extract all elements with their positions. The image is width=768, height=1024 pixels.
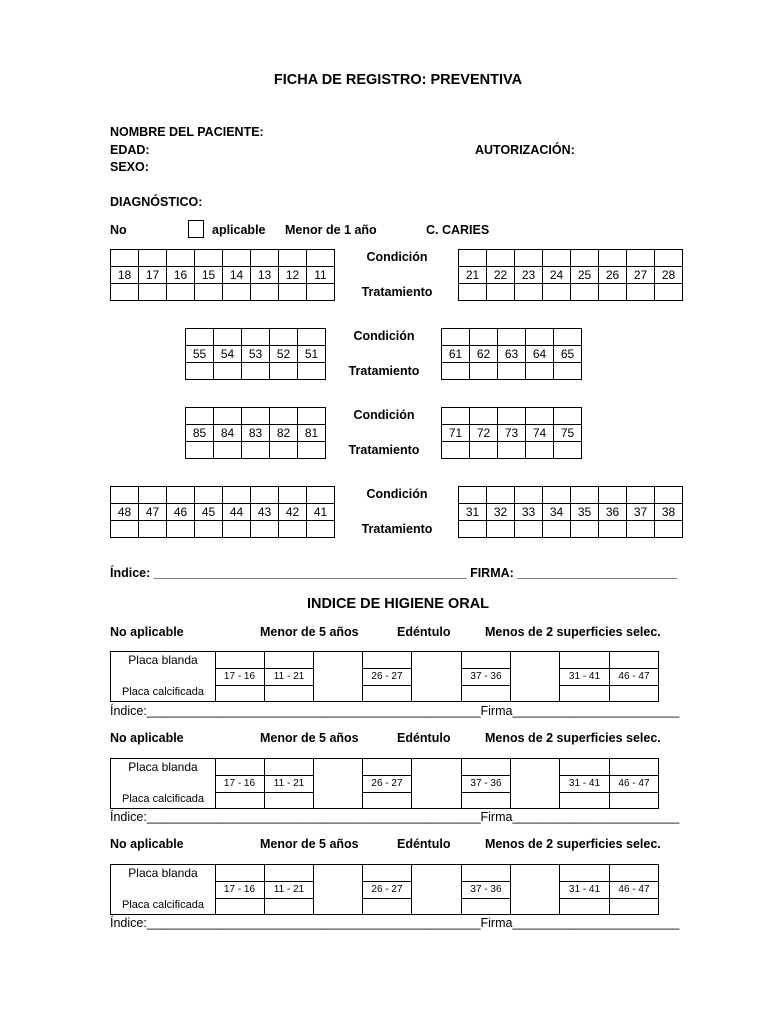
treatment-cell[interactable] bbox=[251, 521, 279, 538]
soft-plaque-cell[interactable] bbox=[362, 652, 412, 669]
condition-cell[interactable] bbox=[543, 250, 571, 267]
tooth-group-label: 31 - 41 bbox=[559, 668, 610, 686]
calcified-plaque-label: Placa calcificada bbox=[122, 793, 204, 805]
condition-cell[interactable] bbox=[111, 250, 139, 267]
condition-cell[interactable] bbox=[214, 408, 242, 425]
less-than-2-surfaces-label: Menos de 2 superficies selec. bbox=[485, 625, 661, 639]
condition-cell[interactable] bbox=[111, 487, 139, 504]
hygiene-index-signature[interactable]: Índice:________________________________________________Firma________________________ bbox=[110, 704, 680, 718]
treatment-cell[interactable] bbox=[498, 442, 526, 459]
condition-cell[interactable] bbox=[599, 250, 627, 267]
soft-plaque-cell[interactable] bbox=[559, 759, 610, 776]
tooth-number: 28 bbox=[655, 267, 683, 284]
calcified-plaque-cell[interactable] bbox=[362, 898, 412, 914]
not-applicable-label: No aplicable bbox=[110, 625, 184, 639]
tooth-group-label: 37 - 36 bbox=[461, 881, 511, 899]
condition-cell[interactable] bbox=[242, 408, 270, 425]
condition-cell[interactable] bbox=[242, 329, 270, 346]
condition-cell[interactable] bbox=[223, 487, 251, 504]
calcified-plaque-cell[interactable] bbox=[461, 792, 511, 808]
treatment-cell[interactable] bbox=[515, 521, 543, 538]
treatment-cell[interactable] bbox=[470, 363, 498, 380]
treatment-cell[interactable] bbox=[599, 284, 627, 301]
condition-cell[interactable] bbox=[279, 250, 307, 267]
hygiene-section-title: INDICE DE HIGIENE ORAL bbox=[306, 596, 490, 612]
treatment-cell[interactable] bbox=[223, 284, 251, 301]
calcified-plaque-cell[interactable] bbox=[461, 685, 511, 701]
treatment-cell[interactable] bbox=[515, 284, 543, 301]
tooth-number: 55 bbox=[186, 346, 214, 363]
tooth-number: 64 bbox=[526, 346, 554, 363]
tooth-group-label: 11 - 21 bbox=[264, 775, 314, 793]
age-label: EDAD: bbox=[110, 143, 150, 157]
treatment-cell[interactable] bbox=[526, 363, 554, 380]
calcified-plaque-cell[interactable] bbox=[215, 792, 265, 808]
calcified-plaque-cell[interactable] bbox=[609, 898, 658, 914]
tooth-number: 38 bbox=[655, 504, 683, 521]
primary-upper-right-table bbox=[185, 328, 326, 380]
tooth-number: 24 bbox=[543, 267, 571, 284]
tooth-number: 35 bbox=[571, 504, 599, 521]
tooth-group-label: 17 - 16 bbox=[215, 775, 265, 793]
hygiene-grid bbox=[110, 758, 659, 809]
condition-cell[interactable] bbox=[139, 487, 167, 504]
tooth-number: 82 bbox=[270, 425, 298, 442]
treatment-cell[interactable] bbox=[442, 442, 470, 459]
edentulous-label: Edéntulo bbox=[397, 625, 451, 639]
calcified-plaque-cell[interactable] bbox=[215, 898, 265, 914]
treatment-cell[interactable] bbox=[270, 442, 298, 459]
condition-cell[interactable] bbox=[599, 487, 627, 504]
calcified-plaque-cell[interactable] bbox=[559, 685, 610, 701]
tooth-number: 42 bbox=[279, 504, 307, 521]
tooth-number: 18 bbox=[111, 267, 139, 284]
condition-cell[interactable] bbox=[298, 408, 326, 425]
soft-plaque-cell[interactable] bbox=[609, 652, 658, 669]
soft-plaque-cell[interactable] bbox=[461, 865, 511, 882]
calcified-plaque-cell[interactable] bbox=[609, 685, 658, 701]
tooth-number: 44 bbox=[223, 504, 251, 521]
condition-cell[interactable] bbox=[186, 408, 214, 425]
treatment-cell[interactable] bbox=[195, 521, 223, 538]
treatment-cell[interactable] bbox=[279, 284, 307, 301]
tooth-number: 22 bbox=[487, 267, 515, 284]
condition-cell[interactable] bbox=[195, 487, 223, 504]
calcified-plaque-cell[interactable] bbox=[559, 898, 610, 914]
condition-cell[interactable] bbox=[655, 487, 683, 504]
tooth-number: 52 bbox=[270, 346, 298, 363]
condition-label: Condición bbox=[353, 329, 415, 343]
treatment-cell[interactable] bbox=[270, 363, 298, 380]
treatment-cell[interactable] bbox=[139, 284, 167, 301]
condition-cell[interactable] bbox=[655, 250, 683, 267]
condition-label: Condición bbox=[366, 487, 428, 501]
treatment-cell[interactable] bbox=[195, 284, 223, 301]
condition-cell[interactable] bbox=[167, 487, 195, 504]
treatment-cell[interactable] bbox=[111, 284, 139, 301]
calcified-plaque-cell[interactable] bbox=[461, 898, 511, 914]
hygiene-index-signature[interactable]: Índice:________________________________________________Firma________________________ bbox=[110, 810, 680, 824]
treatment-cell[interactable] bbox=[298, 363, 326, 380]
treatment-cell[interactable] bbox=[139, 521, 167, 538]
not-applicable-checkbox[interactable] bbox=[188, 220, 204, 238]
condition-cell[interactable] bbox=[487, 487, 515, 504]
tooth-group-label: 46 - 47 bbox=[609, 881, 658, 899]
condition-cell[interactable] bbox=[298, 329, 326, 346]
treatment-cell[interactable] bbox=[251, 284, 279, 301]
calcified-plaque-cell[interactable] bbox=[264, 898, 314, 914]
treatment-cell[interactable] bbox=[487, 284, 515, 301]
treatment-cell[interactable] bbox=[655, 284, 683, 301]
less-than-2-surfaces-label: Menos de 2 superficies selec. bbox=[485, 837, 661, 851]
calcified-plaque-cell[interactable] bbox=[609, 792, 658, 808]
condition-cell[interactable] bbox=[442, 408, 470, 425]
tooth-group-label: 11 - 21 bbox=[264, 881, 314, 899]
tooth-number: 43 bbox=[251, 504, 279, 521]
treatment-cell[interactable] bbox=[442, 363, 470, 380]
treatment-cell[interactable] bbox=[459, 521, 487, 538]
treatment-cell[interactable] bbox=[214, 363, 242, 380]
calcified-plaque-label: Placa calcificada bbox=[122, 899, 204, 911]
tooth-number: 85 bbox=[186, 425, 214, 442]
soft-plaque-cell[interactable] bbox=[215, 865, 265, 882]
tooth-number: 37 bbox=[627, 504, 655, 521]
treatment-cell[interactable] bbox=[498, 363, 526, 380]
treatment-cell[interactable] bbox=[543, 521, 571, 538]
tooth-number: 83 bbox=[242, 425, 270, 442]
caries-label: C. CARIES bbox=[426, 223, 490, 237]
under-1-year-label: Menor de 1 año bbox=[285, 223, 377, 237]
index-signature-line[interactable]: Índice: _____________________________________________ FIRMA: _______________________ bbox=[110, 566, 678, 580]
treatment-cell[interactable] bbox=[459, 284, 487, 301]
tooth-group-label: 46 - 47 bbox=[609, 668, 658, 686]
tooth-group-label: 17 - 16 bbox=[215, 881, 265, 899]
treatment-cell[interactable] bbox=[307, 284, 335, 301]
treatment-label: Tratamiento bbox=[348, 443, 420, 457]
condition-label: Condición bbox=[353, 408, 415, 422]
tooth-number: 27 bbox=[627, 267, 655, 284]
tooth-number: 31 bbox=[459, 504, 487, 521]
tooth-number: 33 bbox=[515, 504, 543, 521]
sex-label: SEXO: bbox=[110, 160, 149, 174]
condition-cell[interactable] bbox=[515, 487, 543, 504]
condition-cell[interactable] bbox=[459, 487, 487, 504]
tooth-number: 12 bbox=[279, 267, 307, 284]
tooth-group-label: 11 - 21 bbox=[264, 668, 314, 686]
tooth-number: 63 bbox=[498, 346, 526, 363]
primary-lower-right-table bbox=[185, 407, 326, 459]
treatment-cell[interactable] bbox=[571, 521, 599, 538]
soft-plaque-cell[interactable] bbox=[362, 865, 412, 882]
primary-lower-left-table bbox=[441, 407, 582, 459]
tooth-number: 23 bbox=[515, 267, 543, 284]
authorization-label: AUTORIZACIÓN: bbox=[475, 143, 575, 157]
tooth-number: 34 bbox=[543, 504, 571, 521]
diagnosis-label: DIAGNÓSTICO: bbox=[110, 195, 203, 209]
tooth-group-label: 26 - 27 bbox=[362, 775, 412, 793]
condition-cell[interactable] bbox=[279, 487, 307, 504]
condition-cell[interactable] bbox=[167, 250, 195, 267]
no-label: No bbox=[110, 223, 127, 237]
treatment-cell[interactable] bbox=[627, 284, 655, 301]
tooth-number: 16 bbox=[167, 267, 195, 284]
calcified-plaque-cell[interactable] bbox=[559, 792, 610, 808]
condition-cell[interactable] bbox=[459, 250, 487, 267]
lower-right-teeth-table bbox=[110, 486, 335, 538]
page-title: FICHA DE REGISTRO: PREVENTIVA bbox=[273, 72, 523, 88]
tooth-group-label: 37 - 36 bbox=[461, 775, 511, 793]
treatment-cell[interactable] bbox=[307, 521, 335, 538]
calcified-plaque-cell[interactable] bbox=[215, 685, 265, 701]
tooth-group-label: 46 - 47 bbox=[609, 775, 658, 793]
tooth-number: 21 bbox=[459, 267, 487, 284]
treatment-cell[interactable] bbox=[186, 363, 214, 380]
upper-right-teeth-table bbox=[110, 249, 335, 301]
tooth-number: 14 bbox=[223, 267, 251, 284]
condition-cell[interactable] bbox=[498, 408, 526, 425]
tooth-number: 32 bbox=[487, 504, 515, 521]
treatment-cell[interactable] bbox=[526, 442, 554, 459]
treatment-cell[interactable] bbox=[111, 521, 139, 538]
condition-cell[interactable] bbox=[223, 250, 251, 267]
treatment-cell[interactable] bbox=[186, 442, 214, 459]
calcified-plaque-cell[interactable] bbox=[362, 685, 412, 701]
condition-cell[interactable] bbox=[307, 487, 335, 504]
tooth-number: 17 bbox=[139, 267, 167, 284]
condition-cell[interactable] bbox=[571, 487, 599, 504]
tooth-group-label: 31 - 41 bbox=[559, 775, 610, 793]
condition-cell[interactable] bbox=[627, 250, 655, 267]
treatment-label: Tratamiento bbox=[361, 522, 433, 536]
soft-plaque-cell[interactable] bbox=[264, 865, 314, 882]
tooth-number: 11 bbox=[307, 267, 335, 284]
tooth-number: 62 bbox=[470, 346, 498, 363]
condition-cell[interactable] bbox=[487, 250, 515, 267]
condition-cell[interactable] bbox=[543, 487, 571, 504]
soft-plaque-label: Placa blanda bbox=[128, 866, 198, 880]
condition-cell[interactable] bbox=[470, 329, 498, 346]
tooth-number: 13 bbox=[251, 267, 279, 284]
tooth-number: 65 bbox=[554, 346, 582, 363]
treatment-cell[interactable] bbox=[655, 521, 683, 538]
treatment-cell[interactable] bbox=[214, 442, 242, 459]
primary-upper-left-table bbox=[441, 328, 582, 380]
calcified-plaque-cell[interactable] bbox=[264, 685, 314, 701]
tooth-number: 41 bbox=[307, 504, 335, 521]
soft-plaque-label: Placa blanda bbox=[128, 653, 198, 667]
tooth-number: 81 bbox=[298, 425, 326, 442]
condition-cell[interactable] bbox=[214, 329, 242, 346]
hygiene-grid bbox=[110, 864, 659, 915]
condition-cell[interactable] bbox=[270, 408, 298, 425]
tooth-number: 25 bbox=[571, 267, 599, 284]
tooth-number: 84 bbox=[214, 425, 242, 442]
tooth-number: 51 bbox=[298, 346, 326, 363]
not-applicable-label: No aplicable bbox=[110, 837, 184, 851]
condition-cell[interactable] bbox=[251, 250, 279, 267]
tooth-number: 53 bbox=[242, 346, 270, 363]
tooth-group-label: 17 - 16 bbox=[215, 668, 265, 686]
condition-cell[interactable] bbox=[554, 329, 582, 346]
hygiene-grid bbox=[110, 651, 659, 702]
condition-cell[interactable] bbox=[526, 408, 554, 425]
tooth-group-label: 37 - 36 bbox=[461, 668, 511, 686]
treatment-cell[interactable] bbox=[554, 442, 582, 459]
condition-cell[interactable] bbox=[270, 329, 298, 346]
treatment-cell[interactable] bbox=[470, 442, 498, 459]
tooth-number: 74 bbox=[526, 425, 554, 442]
condition-cell[interactable] bbox=[442, 329, 470, 346]
tooth-number: 47 bbox=[139, 504, 167, 521]
treatment-cell[interactable] bbox=[599, 521, 627, 538]
hygiene-index-signature[interactable]: Índice:________________________________________________Firma________________________ bbox=[110, 916, 680, 930]
calcified-plaque-cell[interactable] bbox=[362, 792, 412, 808]
condition-cell[interactable] bbox=[627, 487, 655, 504]
condition-cell[interactable] bbox=[526, 329, 554, 346]
treatment-cell[interactable] bbox=[223, 521, 251, 538]
upper-left-teeth-table bbox=[458, 249, 683, 301]
tooth-number: 71 bbox=[442, 425, 470, 442]
condition-cell[interactable] bbox=[307, 250, 335, 267]
patient-name-label: NOMBRE DEL PACIENTE: bbox=[110, 125, 264, 139]
treatment-cell[interactable] bbox=[242, 363, 270, 380]
treatment-cell[interactable] bbox=[543, 284, 571, 301]
tooth-number: 48 bbox=[111, 504, 139, 521]
treatment-cell[interactable] bbox=[487, 521, 515, 538]
condition-cell[interactable] bbox=[139, 250, 167, 267]
treatment-cell[interactable] bbox=[167, 284, 195, 301]
condition-cell[interactable] bbox=[554, 408, 582, 425]
condition-cell[interactable] bbox=[470, 408, 498, 425]
tooth-number: 54 bbox=[214, 346, 242, 363]
not-applicable-label: No aplicable bbox=[110, 731, 184, 745]
soft-plaque-cell[interactable] bbox=[362, 759, 412, 776]
under-5-years-label: Menor de 5 años bbox=[260, 837, 359, 851]
soft-plaque-cell[interactable] bbox=[215, 652, 265, 669]
lower-left-teeth-table bbox=[458, 486, 683, 538]
treatment-cell[interactable] bbox=[167, 521, 195, 538]
soft-plaque-cell[interactable] bbox=[559, 865, 610, 882]
treatment-label: Tratamiento bbox=[348, 364, 420, 378]
tooth-number: 45 bbox=[195, 504, 223, 521]
tooth-group-label: 26 - 27 bbox=[362, 881, 412, 899]
soft-plaque-cell[interactable] bbox=[264, 759, 314, 776]
tooth-group-label: 31 - 41 bbox=[559, 881, 610, 899]
soft-plaque-cell[interactable] bbox=[559, 652, 610, 669]
soft-plaque-cell[interactable] bbox=[609, 865, 658, 882]
edentulous-label: Edéntulo bbox=[397, 837, 451, 851]
treatment-cell[interactable] bbox=[242, 442, 270, 459]
condition-cell[interactable] bbox=[195, 250, 223, 267]
under-5-years-label: Menor de 5 años bbox=[260, 731, 359, 745]
treatment-cell[interactable] bbox=[627, 521, 655, 538]
condition-cell[interactable] bbox=[571, 250, 599, 267]
condition-label: Condición bbox=[366, 250, 428, 264]
condition-cell[interactable] bbox=[251, 487, 279, 504]
tooth-number: 73 bbox=[498, 425, 526, 442]
edentulous-label: Edéntulo bbox=[397, 731, 451, 745]
tooth-number: 26 bbox=[599, 267, 627, 284]
treatment-cell[interactable] bbox=[554, 363, 582, 380]
less-than-2-surfaces-label: Menos de 2 superficies selec. bbox=[485, 731, 661, 745]
calcified-plaque-label: Placa calcificada bbox=[122, 686, 204, 698]
soft-plaque-cell[interactable] bbox=[461, 759, 511, 776]
tooth-number: 75 bbox=[554, 425, 582, 442]
condition-cell[interactable] bbox=[498, 329, 526, 346]
soft-plaque-cell[interactable] bbox=[215, 759, 265, 776]
treatment-label: Tratamiento bbox=[361, 285, 433, 299]
treatment-cell[interactable] bbox=[298, 442, 326, 459]
tooth-number: 72 bbox=[470, 425, 498, 442]
tooth-group-label: 26 - 27 bbox=[362, 668, 412, 686]
soft-plaque-label: Placa blanda bbox=[128, 760, 198, 774]
condition-cell[interactable] bbox=[515, 250, 543, 267]
tooth-number: 46 bbox=[167, 504, 195, 521]
soft-plaque-cell[interactable] bbox=[609, 759, 658, 776]
soft-plaque-cell[interactable] bbox=[461, 652, 511, 669]
tooth-number: 15 bbox=[195, 267, 223, 284]
treatment-cell[interactable] bbox=[571, 284, 599, 301]
soft-plaque-cell[interactable] bbox=[264, 652, 314, 669]
applicable-label: aplicable bbox=[212, 223, 266, 237]
condition-cell[interactable] bbox=[186, 329, 214, 346]
calcified-plaque-cell[interactable] bbox=[264, 792, 314, 808]
under-5-years-label: Menor de 5 años bbox=[260, 625, 359, 639]
tooth-number: 36 bbox=[599, 504, 627, 521]
tooth-number: 61 bbox=[442, 346, 470, 363]
treatment-cell[interactable] bbox=[279, 521, 307, 538]
